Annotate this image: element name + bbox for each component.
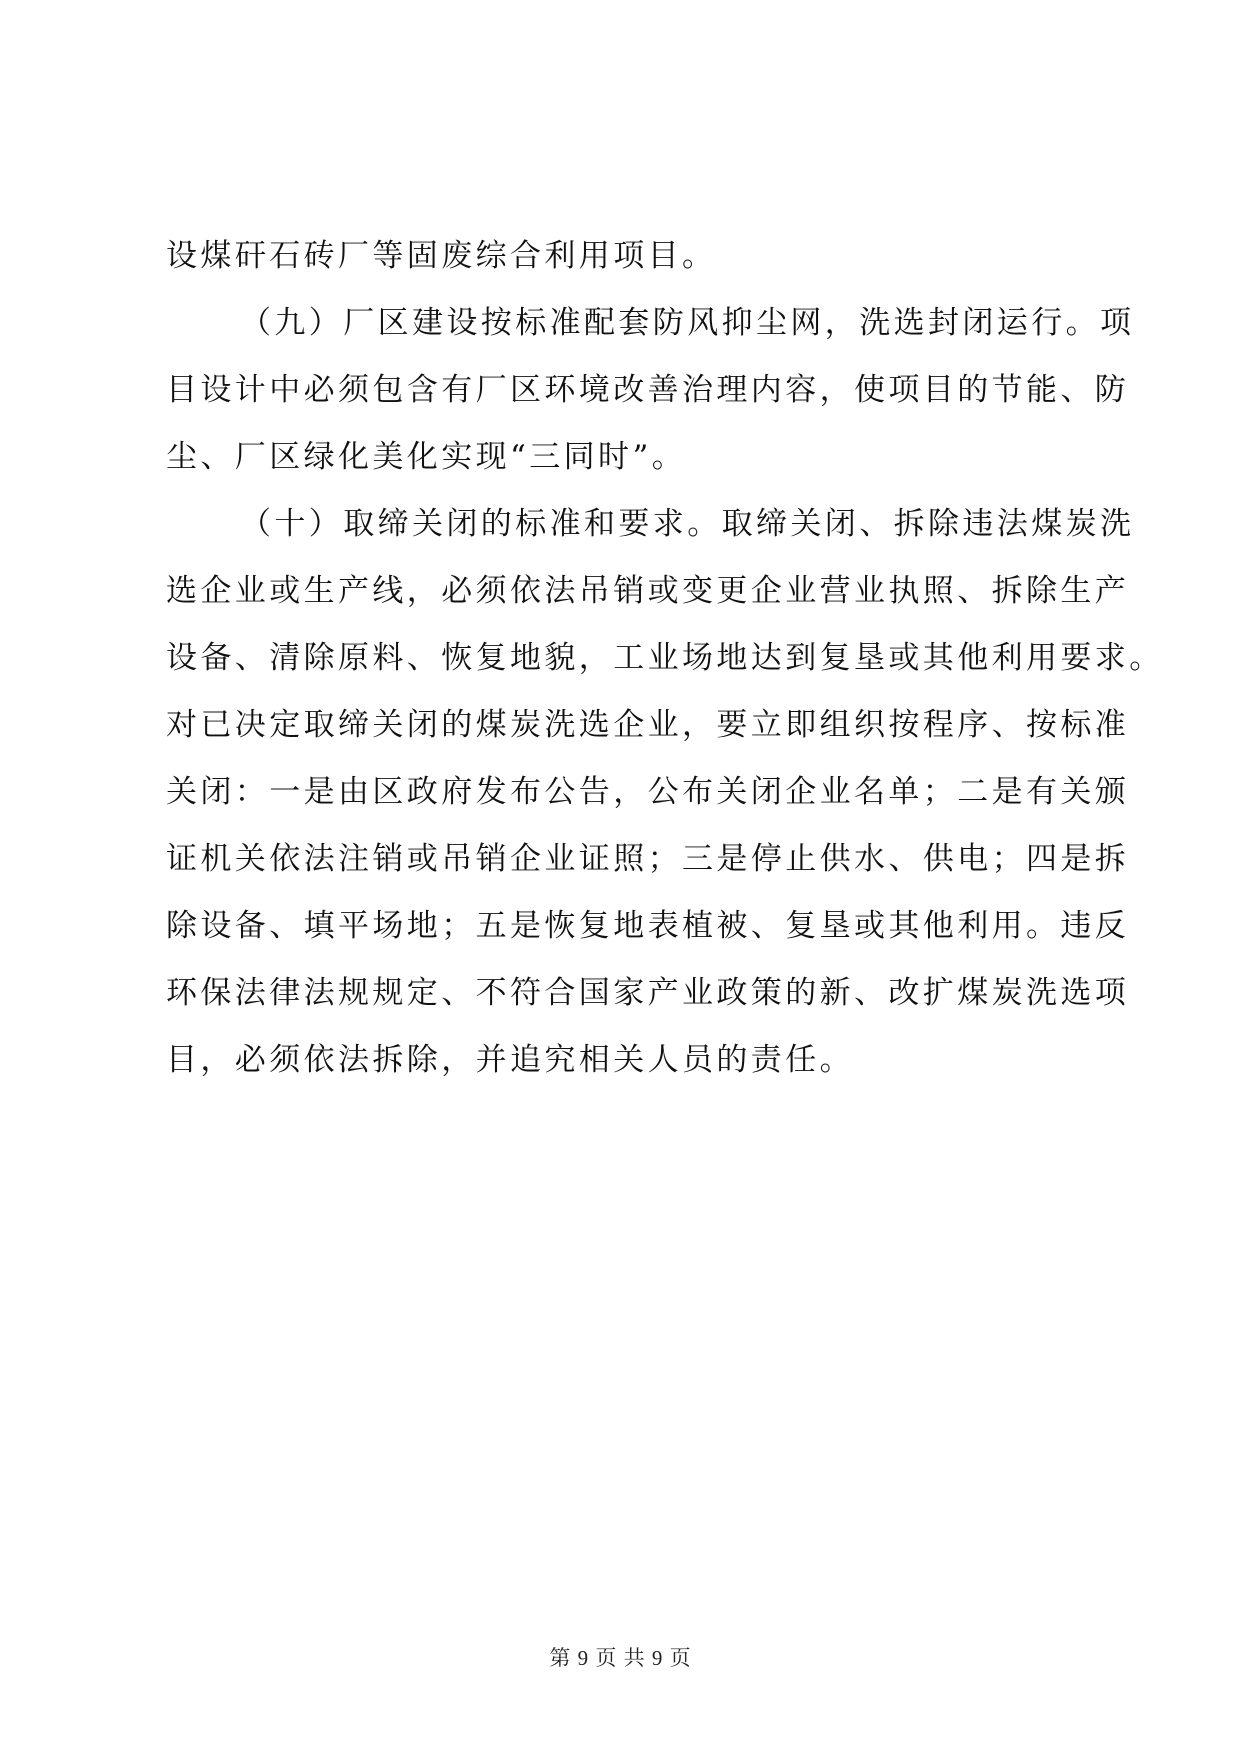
- text-line-2: （九）厂区建设按标准配套防风抑尘网，洗选封闭运行。项: [240, 305, 1135, 341]
- text-line-8: 对已决定取缔关闭的煤炭洗选企业，要立即组织按程序、按标准: [166, 707, 1130, 743]
- text-line-6: 选企业或生产线，必须依法吊销或变更企业营业执照、拆除生产: [166, 573, 1130, 609]
- text-line-9: 关闭：一是由区政府发布公告，公布关闭企业名单；二是有关颁: [166, 774, 1130, 810]
- text-line-3: 目设计中必须包含有厂区环境改善治理内容，使项目的节能、防: [166, 372, 1130, 408]
- page-footer: 第 9 页 共 9 页: [549, 1646, 692, 1670]
- body-text: [166, 223, 1164, 1094]
- text-line-11: 除设备、填平场地；五是恢复地表植被、复垦或其他利用。违反: [166, 908, 1130, 944]
- text-line-1: 设煤矸石砖厂等固废综合利用项目。: [166, 238, 717, 274]
- text-line-13: 目，必须依法拆除，并追究相关人员的责任。: [166, 1042, 854, 1078]
- text-line-10: 证机关依法注销或吊销企业证照；三是停止供水、供电；四是拆: [166, 841, 1130, 877]
- text-line-7: 设备、清除原料、恢复地貌，工业场地达到复垦或其他利用要求。: [166, 640, 1164, 676]
- text-line-5: （十）取缔关闭的标准和要求。取缔关闭、拆除违法煤炭洗: [240, 506, 1135, 542]
- text-line-12: 环保法律法规规定、不符合国家产业政策的新、改扩煤炭洗选项: [166, 975, 1130, 1011]
- text-line-4: 尘、厂区绿化美化实现“三同时”。: [166, 439, 687, 475]
